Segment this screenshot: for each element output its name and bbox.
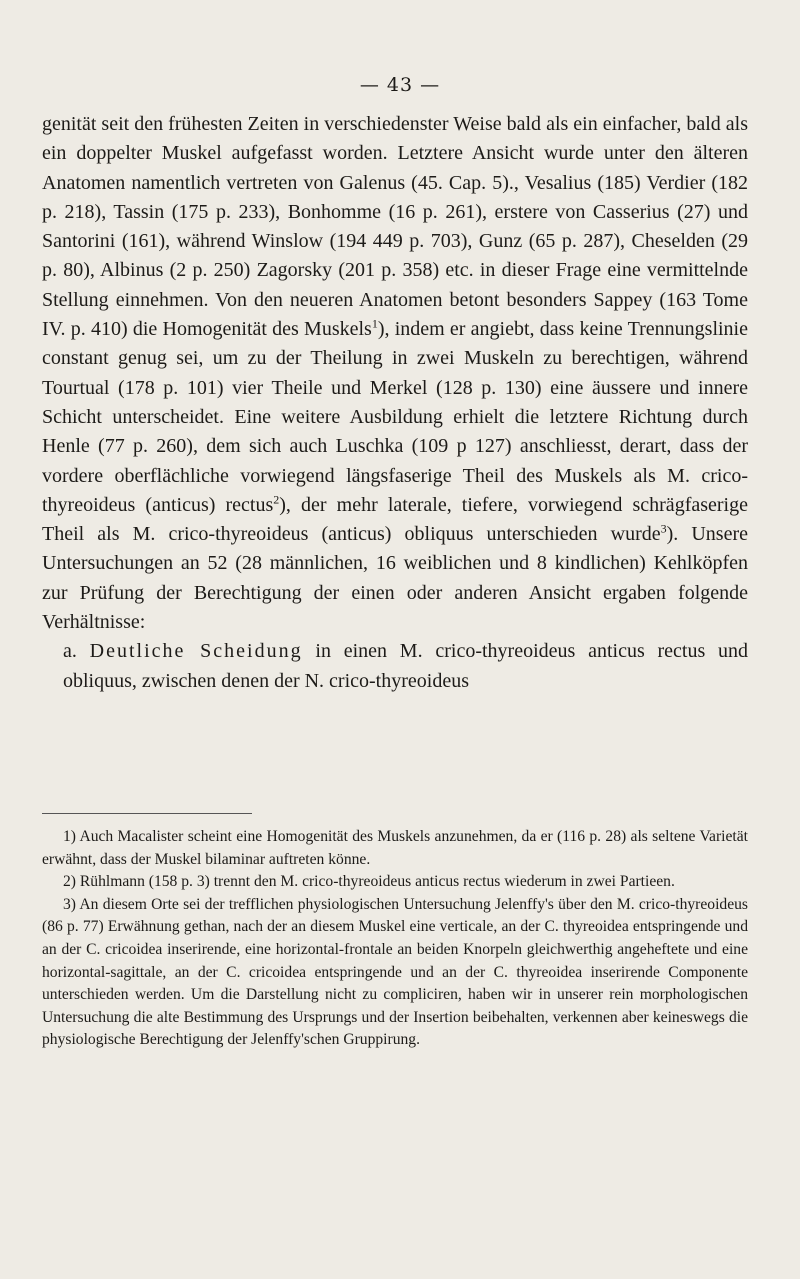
- main-paragraph-part2: ), indem er angiebt, dass keine Trennungslinie constant genug sei, um zu der Theilung in zwei Muskeln zu berechtigen, während Tourtual (178 p. 101) vier Theile und Merkel (128 p. 130) eine äussere und innere Schicht unterscheidet. Eine weitere Ausbildung erhielt die letztere Richtung durch Henle (77 p. 260), dem sich auch Luschka (109 p 127) anschliesst, derart, dass der vordere oberflächliche vorwiegend längsfaserige Theil des Muskels als M. crico-thyreoideus (anticus) rectus: [42, 318, 748, 516]
- footnote-ref-1: 1: [371, 316, 378, 331]
- body-text: [42, 110, 748, 696]
- footnote-ref-3: 3: [660, 521, 667, 536]
- list-item-a-text: in einen M. crico-thyreoideus anticus rectus und obliquus, zwischen denen der N. crico-thyreoideus: [63, 640, 749, 692]
- list-item-a-label: a.: [63, 640, 77, 663]
- footnotes: [42, 826, 748, 1052]
- footnote-3: 3) An diesem Orte sei der trefflichen physiologischen Untersuchung Jelenffy's über den M. crico-thyreoideus (86 p. 77) Erwähnung gethan, nach der an diesem Muskel eine verticale, an der C. thyreoidea entspringende und an der C. cricoidea inserirende, eine horizontal-frontale an beiden Knorpeln gleichwerthig angeheftete und eine horizontal-sagittale, an der C. cricoidea entspringende und an der C. thyreoidea inserirende Componente unterschieden werden. Um die Darstellung nicht zu compliciren, haben wir in unserer rein morphologischen Untersuchung die alte Bestimmung des Ursprungs und der Insertion beibehalten, verkennen aber keineswegs die physiologische Berechtigung der Jelenffy'schen Gruppirung.: [42, 895, 748, 1049]
- list-item-a-spaced-heading: Deutliche Scheidung: [89, 640, 303, 663]
- footnote-2: 2) Rühlmann (158 p. 3) trennt den M. crico-thyreoideus anticus rectus wiederum in zwei Partieen.: [63, 873, 675, 891]
- main-paragraph-part3: ), der mehr laterale, tiefere, vorwiegend schrägfaserige Theil als M. crico-thyreoideus (anticus) obliquus unterschieden wurde: [42, 493, 748, 546]
- main-paragraph-part4: ). Unsere Untersuchungen an 52 (28 männlichen, 16 weiblichen und 8 kindlichen) Kehlköpfen zur Prüfung der Berechtigung der einen oder anderen Ansicht ergaben folgende Verhältnisse:: [42, 523, 748, 634]
- footnote-ref-2: 2: [273, 492, 280, 507]
- footnote-divider: [42, 813, 252, 814]
- list-item-a: [42, 637, 748, 696]
- page-number: — 43 —: [359, 74, 441, 96]
- main-paragraph-part1: genität seit den frühesten Zeiten in verschiedenster Weise bald als ein einfacher, bald als ein doppelter Muskel aufgefasst worden. Letztere Ansicht wurde unter den älteren Anatomen namentlich vertreten von Galenus (45. Cap. 5)., Vesalius (185) Verdier (182 p. 218), Tassin (175 p. 233), Bonhomme (16 p. 261), erstere von Casserius (27) und Santorini (161), während Winslow (194 449 p. 703), Gunz (65 p. 287), Cheselden (29 p. 80), Albinus (2 p. 250) Zagorsky (201 p. 358) etc. in dieser Frage eine vermittelnde Stellung einnehmen. Von den neueren Anatomen betont besonders Sappey (163 Tome IV. p. 410) die Homogenität des Muskels: [42, 113, 748, 341]
- main-paragraph: [42, 110, 748, 637]
- footnote-1: 1) Auch Macalister scheint eine Homogenität des Muskels anzunehmen, da er (116 p. 28) als seltene Varietät erwähnt, dass der Muskel bilaminar auftreten könne.: [42, 828, 748, 868]
